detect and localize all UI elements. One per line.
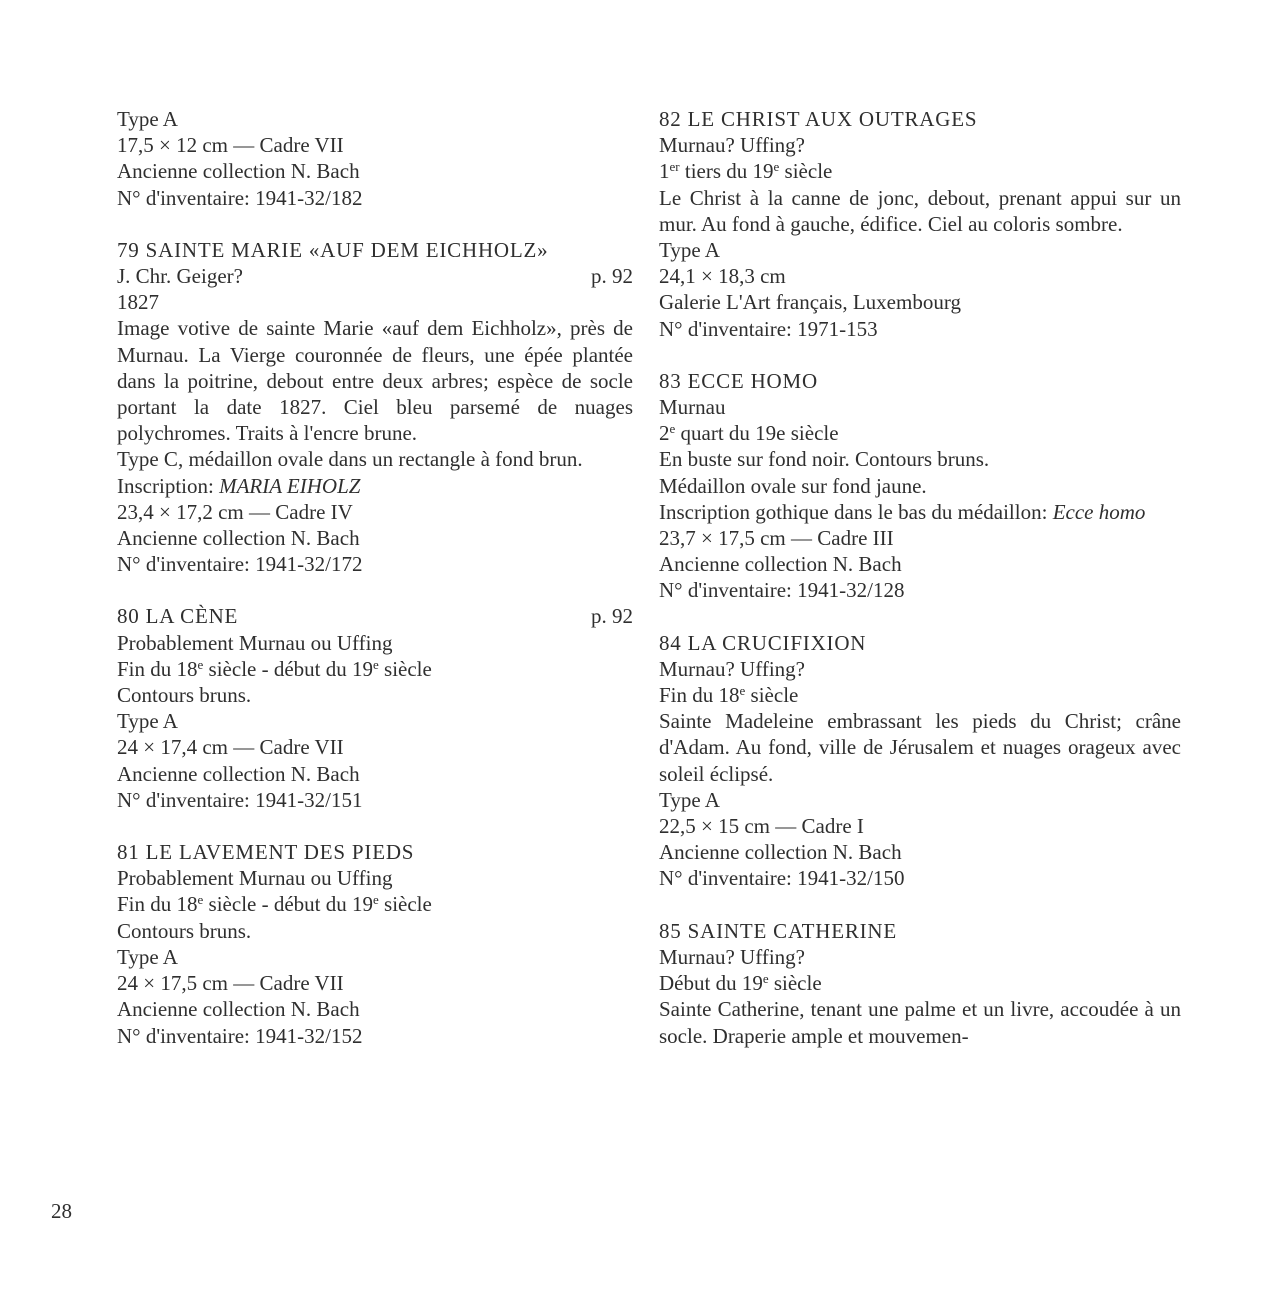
entry-date [117,891,633,917]
entry-collection: Ancienne collection N. Bach [117,526,360,551]
entry-title: 84 LA CRUCIFIXION [659,630,867,655]
entry-date [659,970,1181,996]
entry-title: 81 LE LAVEMENT DES PIEDS [117,840,415,865]
entry-inventory: N° d'inventaire: 1941-32/152 [117,1023,363,1048]
entry-description: Image votive de sainte Marie «auf dem Eichholz», près de Murnau. La Vierge couronnée de fleurs, une épée plantée dans la poitrine, debout entre deux arbres; espèce de socle portant la date 1827. Ciel bleu parsemé de nuages polychromes. Traits à l'encre brune. [117,316,633,446]
entry-description: Contours bruns. [117,918,252,943]
entry-dimensions: 23,7 × 17,5 cm — Cadre III [659,526,894,551]
date-part: siècle [378,892,432,917]
entry-attribution: J. Chr. Geiger? [117,264,243,289]
entry-dimensions: 24,1 × 18,3 cm [659,264,786,289]
entry-description: Sainte Catherine, tenant une palme et un livre, accoudée à un socle. Draperie ample et mouvemen- [659,997,1181,1048]
entry-title: 80 LA CÈNE [117,604,239,629]
entry-description: En buste sur fond noir. Contours bruns. [659,447,990,472]
entry-type: Type A [117,709,178,734]
date-part: 1 [659,159,670,184]
entry-page-ref: p. 92 [591,264,633,289]
left-column [117,106,633,1075]
right-column [659,106,1181,1075]
date-part: siècle - début du 19 [203,656,373,681]
entry-inscription [117,473,633,499]
date-superscript: e [669,421,676,437]
date-part: Fin du 18 [117,656,198,681]
entry-date [659,158,1181,184]
entry-inventory: N° d'inventaire: 1941-32/182 [117,185,363,210]
entry-attribution-row [117,263,633,289]
entry-attribution: Murnau? Uffing? [659,133,805,158]
entry-inventory: N° d'inventaire: 1971-153 [659,316,878,341]
entry-page-ref: p. 92 [591,604,633,629]
inscription-label: Inscription gothique dans le bas du médaillon: [659,499,1053,524]
date-part: siècle [378,656,432,681]
inscription-label: Inscription: [117,473,220,498]
entry-82 [659,106,1181,342]
entry-dimensions: 24 × 17,4 cm — Cadre VII [117,735,344,760]
date-part: Début du 19 [659,971,763,996]
entry-inventory: N° d'inventaire: 1941-32/151 [117,787,363,812]
entry-type: Type C, médaillon ovale dans un rectangle à fond brun. [117,447,583,472]
date-superscript: e [197,892,204,908]
entry-collection: Ancienne collection N. Bach [117,159,360,184]
entry-title-row [117,603,633,629]
entry-description: Le Christ à la canne de jonc, debout, prenant appui sur un mur. Au fond à gauche, édifice. Ciel au coloris sombre. [659,185,1181,236]
date-superscript: e [739,683,746,699]
entry-dimensions: 17,5 × 12 cm — Cadre VII [117,133,344,158]
date-part: siècle [768,971,822,996]
date-part: 2 [659,421,670,446]
entry-type: Type A [117,107,178,131]
entry-83 [659,368,1181,604]
entry-dimensions: 24 × 17,5 cm — Cadre VII [117,971,344,996]
entry-description: Sainte Madeleine embrassant les pieds du Christ; crâne d'Adam. Au fond, ville de Jérusalem et nuages orageux avec soleil éclipsé. [659,709,1181,786]
date-part: quart du 19e siècle [675,421,839,446]
inscription-text: Ecce homo [1052,499,1146,524]
entry-title: 79 SAINTE MARIE «AUF DEM EICHHOLZ» [117,237,549,262]
entry-date: 1827 [117,290,159,315]
entry-type: Type A [117,944,178,969]
entry-85 [659,918,1181,1049]
entry-84 [659,630,1181,892]
entry-type: Type A [659,787,720,812]
date-part: tiers du 19 [679,159,774,184]
page-number: 28 [51,1199,72,1223]
date-part: Fin du 18 [659,683,740,708]
entry-attribution: Probablement Murnau ou Uffing [117,630,393,655]
date-part: siècle [779,159,833,184]
date-superscript: er [669,159,680,175]
entry-date [659,682,1181,708]
entry-81 [117,839,633,1049]
entry-title: 83 ECCE HOMO [659,368,818,393]
inscription-text: MARIA EIHOLZ [219,473,361,498]
entry-title: 85 SAINTE CATHERINE [659,918,898,943]
entry-collection: Galerie L'Art français, Luxembourg [659,290,961,315]
entry-description: Médaillon ovale sur fond jaune. [659,473,927,498]
entry-inventory: N° d'inventaire: 1941-32/172 [117,552,363,577]
entry-dimensions: 22,5 × 15 cm — Cadre I [659,814,864,839]
entry-description: Contours bruns. [117,683,252,708]
entry-collection: Ancienne collection N. Bach [659,552,902,577]
date-superscript: e [373,656,379,672]
entry-collection: Ancienne collection N. Bach [659,840,902,865]
entry-attribution: Murnau [659,395,726,420]
entry-inventory: N° d'inventaire: 1941-32/150 [659,866,905,891]
date-superscript: e [773,159,780,175]
entry-type: Type A [659,238,720,263]
entry-inscription [659,499,1181,525]
date-superscript: e [373,892,379,908]
date-superscript: e [197,656,204,672]
date-part: siècle [745,683,799,708]
entry-inventory: N° d'inventaire: 1941-32/128 [659,578,905,603]
entry-date [117,656,633,682]
entry-attribution: Murnau? Uffing? [659,656,805,681]
date-part: Fin du 18 [117,892,198,917]
entry-attribution: Probablement Murnau ou Uffing [117,866,393,891]
entry-79 [117,237,633,578]
entry-80 [117,603,633,813]
entry-title: 82 LE CHRIST AUX OUTRAGES [659,107,978,131]
entry-dimensions: 23,4 × 17,2 cm — Cadre IV [117,499,353,524]
entry-collection: Ancienne collection N. Bach [117,761,360,786]
date-superscript: e [762,971,769,987]
entry-date [659,420,1181,446]
entry-collection: Ancienne collection N. Bach [117,997,360,1022]
date-part: siècle - début du 19 [203,892,373,917]
entry-attribution: Murnau? Uffing? [659,944,805,969]
entry-78-continuation [117,106,633,211]
